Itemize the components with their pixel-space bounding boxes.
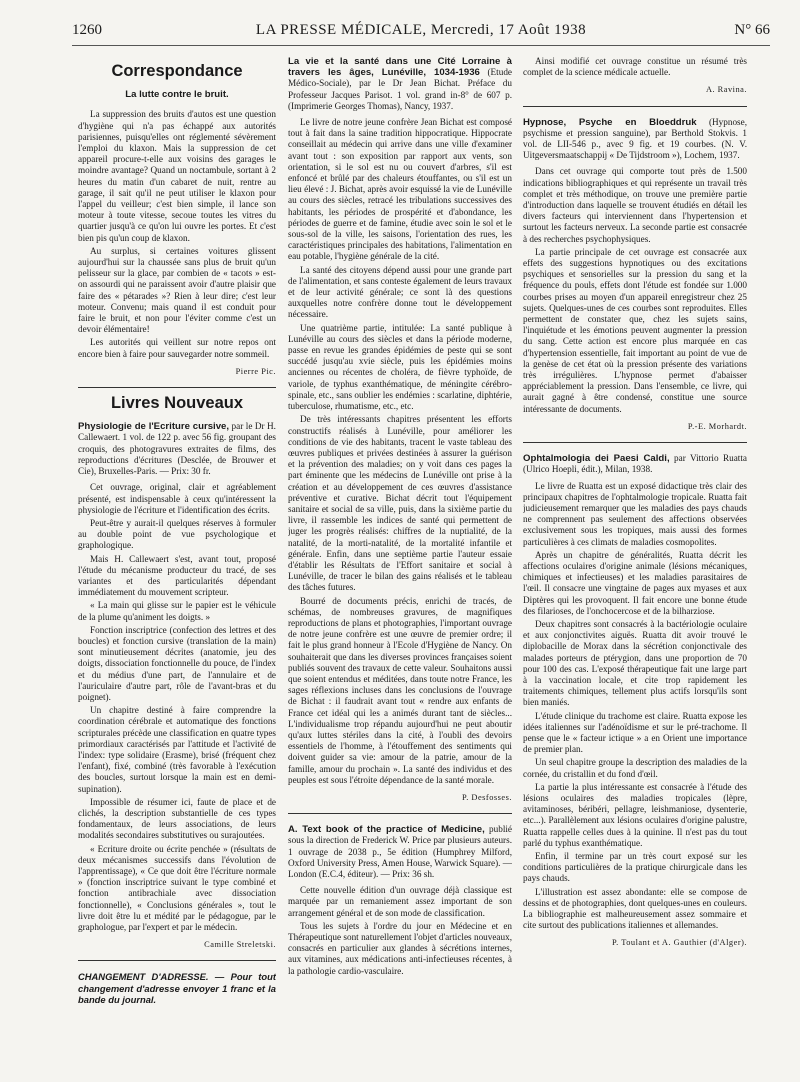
review-signature: Camille Streletski. [204, 940, 276, 950]
review-paragraph: La partie la plus intéressante est consacrée à l'étude des lésions oculaires des maladies tropicales (lèpre, avitaminoses, béribéri, pellagre, leishmaniose, dysenterie, etc...). Parallèlement aux lésions oculaires d'origine palustre, Ruatta rappelle celles dues à la quinine. Il n'est pas du tout parlé du typhus exanthématique. [523, 781, 747, 848]
column-right [523, 56, 747, 1066]
book-citation: publié sous la direction de Frederick W. Price par plusieurs auteurs. 1 ouvrage de 2038 p., 5e édition (Humphrey Milford, Oxford University Press, Amen House, Warwick Square). — London (E.C.4, éditeur). — Prix: 36 sh. [288, 824, 512, 880]
book-entry-textbook [288, 824, 512, 880]
column-middle [288, 56, 512, 1066]
book-entry-luneville [288, 56, 512, 112]
correspondance-subtitle: La lutte contre le bruit. [125, 89, 229, 101]
review-paragraph: Fonction inscriptrice (confection des lettres et des boucles) et fonction cursive (translation de la main) sont minutieusement décrites (anatomie, jeu des doigts, dissociation fonctionnelle du pouce, de l'index et du médius d'une part, de l'annulaire et de l'auriculaire d'autre part, rôle de l'avant-bras et du poignet). [78, 624, 276, 702]
review-signature: P.-E. Morhardt. [687, 421, 747, 431]
review-paragraph: Après un chapitre de généralités, Ruatta décrit les affections oculaires d'origine animale (lésions mécaniques, chimiques et infectieuses) et les maladies parasitaires de l'œil. Il consacre une vingtaine de pages aux myases et aux Diptères qui les provoquent. Il fait encore une bonne étude des filarioses, de l'onchocercose et de la bilharziose. [523, 549, 747, 616]
review-paragraph: « Ecriture droite ou écrite penchée » (résultats de deux mécanismes successifs dans l'évolution de l'apprentissage), « Ce que doit être l'écriture normale » (fonction inscriptrice suivant le type combiné et fonction antibrachiale avec dissociation fonctionnelle), « Conclusions générales », tout le livre doit être lu et médité par le pédagogue, par le graphologue, par l'expert et par le médecin. [78, 843, 276, 933]
page-number: 1260 [72, 22, 102, 38]
book-citation: par le Dr H. Callewaert. 1 vol. de 122 p. avec 56 fig. groupant des croquis, des photogravures extraites de films, des reproductions d'écritures (Desclée, de Brouwer et Cie), Bruxelles-Paris. — Prix: 30 fr. [78, 421, 276, 477]
book-title: A. Text book of the practice of Medicine, [288, 824, 485, 836]
correspondance-signature: Pierre Pic. [235, 366, 276, 376]
column-left [78, 56, 276, 1066]
issue-number: N° 66 [734, 22, 770, 38]
review-paragraph: L'illustration est assez abondante: elle se compose de dessins et de photographies, dont quelques-unes en couleurs. La bibliographie est malheureusement assez sommaire et cite surtout des publications italiennes et allemandes. [523, 886, 747, 931]
correspondance-paragraph: Les autorités qui veillent sur notre repos ont encore bien à faire pour sauvegarder notre sommeil. [78, 337, 276, 359]
header-rule [72, 45, 770, 46]
review-paragraph: Un chapitre destiné à faire comprendre la coordination cérébrale et automatique des fonctions scripturales précède une classification en quatre types primordiaux caractérisés par l'attitude et l'activité de l'index: type solidaire (Erasme), brisé (fréquent chez l'enfant), fixé, combiné (très favorable à l'exécution des boucles, surtout lorsque la main est en demi-supination). [78, 705, 276, 794]
review-paragraph: Le livre de notre jeune confrère Jean Bichat est composé tout à fait dans la saine tradition hippocratique. Hippocrate conseillait au médecin qui arrive dans une ville d'examiner avant tout : son exposition par rapport aux vents, son orientation, si le sol est nu ou couvert d'arbres, s'il est enfoncé et brûlé par des chaleurs étouffantes, ou s'il est un lieu élevé : J. Bichat, après avoir esquissé la vie de Lunéville au cours des siècles, retracé les tribulations successives des habitants, les périodes de prospérité et d'abondance, les périodes de guerre et de famine, étudie avec soin le sol et le sous-sol de la ville, les saisons, l'orientation des rues, les caractéristiques principales des habitations, l'alimentation en eau potable, l'hygiène générale de la cité. [288, 117, 512, 262]
page-header [72, 22, 770, 42]
review-paragraph: La partie principale de cet ouvrage est consacrée aux effets des suggestions hypnotiques ou des excitations psychiques et sensorielles sur la pression du sang et la fréquence du pouls, effets dont l'étude est fondée sur 1.000 courbes prises au moyen d'un appareil enregistreur chez 25 sujets. Quelques-unes de ces courbes sont reproduites. Elles permettent de constater que, chez les sujets sains, l'inquiétude et les émotions peuvent augmenter la pression du sang. Cette action est encore plus marquée en cas d'hypertension essentielle, fait important au point de vue de la genèse de cet état où la pression présente des variations très irrégulières. L'hypnose permet d'abaisser appréciablement la pression. Dans l'ensemble, ce livre, qui aurait gagné à être condensé, constitue une source intéressante de documents. [523, 246, 747, 414]
review-paragraph: La santé des citoyens dépend aussi pour une grande part de l'alimentation, et sans conteste également de leurs travaux et de leur activité générale; ce sont là des questions auxquelles notre confrère donne tout le développement nécessaire. [288, 264, 512, 320]
review-signature: P. Toulant et A. Gauthier (d'Alger). [611, 938, 747, 948]
review-paragraph: Ainsi modifié cet ouvrage constitue un résumé très complet de la science médicale actuelle. [523, 56, 747, 78]
review-paragraph: L'étude clinique du trachome est claire. Ruatta expose les idées italiennes sur l'adénoïdisme et sur le pré-trachome. Il pense que le « facteur ictique » a en Orient une importance de premier plan. [523, 710, 747, 755]
review-paragraph: Dans cet ouvrage qui comporte tout près de 1.500 indications bibliographiques et qui représente un travail très complet et très méthodique, on trouve une première partie d'introduction dans laquelle se trouvent étudiés en détail les divers facteurs qui interviennent dans l'hypertension et surtout les facteurs nerveux. La seconde partie est consacrée à des recherches psychophysiques. [523, 166, 747, 244]
book-title: La vie et la santé dans une Cité Lorraine à travers les âges, Lunéville, 1034-1936 [288, 56, 512, 79]
review-paragraph: Peut-être y aurait-il quelques réserves à formuler au double point de vue psychologique et graphologique. [78, 517, 276, 551]
book-citation: par Vittorio Ruatta (Ulrico Hoepli, édit.), Milan, 1938. [523, 453, 747, 475]
journal-title: LA PRESSE MÉDICALE, Mercredi, 17 Août 1938 [255, 22, 587, 38]
section-divider [78, 387, 276, 388]
review-paragraph: Enfin, il termine par un très court exposé sur les conditions particulières de la pratique chirurgicale dans les pays chauds. [523, 851, 747, 884]
review-paragraph: Une quatrième partie, intitulée: La santé publique à Lunéville au cours des siècles et dans la période moderne, passe en revue les grandes épidémies de peste qui se sont succédé jusqu'au xvie siècle, puis les épidémies moins anciennes ou récentes de choléra, de fièvre typhoïde, de variole, de typhus exanthématique, de méningite cérébro-spinale, etc., sans oublier les endémies : scarlatine, diphtérie, tuberculose, rhumatisme, etc., etc. [288, 322, 512, 412]
book-entry-hypnose [523, 117, 747, 162]
book-title: Hypnose, Psyche en Bloeddruk [523, 116, 697, 128]
review-paragraph: Impossible de résumer ici, faute de place et de clichés, la description substantielle de ces types fondamentaux, de leurs associations, de leurs modalités secondaires substitutives ou surajoutées. [78, 796, 276, 841]
book-title: Physiologie de l'Ecriture cursive, [78, 421, 230, 433]
review-paragraph: Bourré de documents précis, enrichi de tracés, de schémas, de nombreuses gravures, de magnifiques reproductions de plans et photographies, l'important ouvrage de notre jeune confrère est une œuvre de premier ordre; il fait le plus grand honneur à l'Ecole d'Hygiène de Nancy. On souhaiterait que dans les diverses provinces françaises soient publiés souvent des travaux de cette valeur. Souhaitons aussi que soient entendus et méditées, dans toute notre France, les sages réflexions incluses dans les conclusions de l'ouvrage de Bichat : il faudrait avant tout « rendre aux enfants de France cet idéal qui les a animés durant tant de siècles... L'individualisme trop répandu aujourd'hui ne peut aboutir qu'aux luttes stériles dans la cité, à l'oubli des devoirs essentiels de l'homme, à l'étouffement des sentiments qui doivent guider sa vie: amour de la patrie, amour de la famille, amour du prochain ». La santé des individus et des peuples est sous l'étroite dépendance de la santé morale. [288, 595, 512, 785]
review-paragraph: Deux chapitres sont consacrés à la bactériologie oculaire et aux conjonctivites aiguës. Ruatta dit avoir trouvé le diplobacille de Morax dans la sécrétion conjonctivale des malades porteurs de ptérygion, dans une proportion de 70 pour 100 des cas. L'exposé thérapeutique fait une large part à la vaccination locale, et cite trop rapidement les traitements chimiques, tellement plus actifs lorsqu'ils sont bien maniés. [523, 618, 747, 708]
review-paragraph: Cette nouvelle édition d'un ouvrage déjà classique est marquée par un remaniement assez important de son arrangement général et de son mode de classification. [288, 885, 512, 918]
review-signature: A. Ravina. [705, 85, 747, 95]
book-title: Ophtalmologia dei Paesi Caldi, [523, 453, 670, 465]
review-paragraph: « La main qui glisse sur le papier est le véhicule de la plume qu'animent les doigts. » [78, 600, 276, 622]
review-paragraph: Un seul chapitre groupe la description des maladies de la cornée, du cristallin et du fond d'œil. [523, 757, 747, 779]
review-paragraph: Le livre de Ruatta est un exposé didactique très clair des principaux chapitres de l'ophtalmologie tropicale. Ruatta fait judicieusement remarquer que les maladies des pays chauds ne comprennent pas seulement des affections observées exclusivement sous les tropiques, mais aussi des formes particulières à ces climats de maladies cosmopolites. [523, 480, 747, 547]
review-signature: P. Desfosses. [461, 793, 512, 802]
correspondance-paragraph: Au surplus, si certaines voitures glissent aujourd'hui sur la chaussée sans plus de bruit qu'un pelisseur sur la glace, par combien de « tacots » est-on assourdi qui ne paraissent avoir d'autre plaisir que faire des « pétarades »? Rien à leur dire; c'est leur moteur. Convenu; mais quand il est conduit pour faire le bruit, et non pour l'éviter comme c'est un devoir élémentaire! [78, 245, 276, 335]
book-entry-physiologie [78, 421, 276, 477]
section-divider [523, 442, 747, 443]
book-citation: (Hypnose, psychisme et pression sanguine), par Berthold Stokvis. 1 vol. de LII-546 p., avec 9 fig. et 19 courbes. (N. V. Uitgeversmaatschappij « De Tijdstroom »), Lochem, 1937. [523, 116, 747, 161]
review-paragraph: Mais H. Callewaert s'est, avant tout, proposé l'étude du mécanisme producteur du tracé, de ses variantes et des particularités dépendant immédiatement du mouvement scripteur. [78, 553, 276, 598]
review-paragraph: Cet ouvrage, original, clair et agréablement présenté, est indispensable à ceux qu'intéressent la physiologie de l'écriture et l'identification des écrits. [78, 482, 276, 515]
section-divider [78, 960, 276, 961]
section-divider [288, 813, 512, 814]
correspondance-title: Correspondance [111, 62, 243, 80]
section-divider [523, 106, 747, 107]
review-paragraph: Tous les sujets à l'ordre du jour en Médecine et en Thérapeutique sont naturellement l'objet d'articles nouveaux, consacrés en particulier aux glandes à sécrétions internes, aux vitamines, aux médications anti-infectieuses récentes, à la pathologie cardio-vasculaire. [288, 920, 512, 976]
book-entry-ophtalmologia [523, 453, 747, 475]
address-change-notice: CHANGEMENT D'ADRESSE. — Pour tout changement d'adresse envoyer 1 franc et la bande du journal. [78, 971, 276, 1006]
livres-title: Livres Nouveaux [110, 394, 244, 413]
correspondance-paragraph: La suppression des bruits d'autos est une question d'hygiène qui n'a pas échappé aux autorités parisiennes, puisqu'elles ont réglementé sévèrement l'emploi du klaxon. Mais la suppression de cet appareil procure-t-elle aux voisins des garages le moindre avantage? Quand un noctambule, sortant à 2 heures du matin d'un cabaret de nuit, rentre au garage, il sait qu'il ne peut utiliser le klaxon pour l'appel du veilleur; c'est bien simple, il lance son moteur à toute vitesse, secoue toutes les vitres du quartier jusqu'à ce qu'on lui ouvre les portes. Et c'est bien pis qu'un coup de klaxon. [78, 109, 276, 243]
review-paragraph: De très intéressants chapitres présentent les efforts constructifs réalisés à Lunéville, pour améliorer les conditions de vie des habitants, tracent le vaste tableau des œuvres publiques et privées destinées à assurer la guérison et la prévention des maladies; on y voit dans ces pages la part éminente que les médecins de Lunéville ont prise à la création et au développement de ces œuvres d'assistance préventive et curative. Bichat décrit tout l'équipement sanitaire et social de sa ville, puis, dans la sixième partie du livre, il rassemble les indices de santé qui permettent de juger les progrès réalisés: chiffres de la nuptialité, de la natalité, de la morti-natalité, de la mortalité infantile et générale. Enfin, dans une septième partie l'auteur essaie d'établir les Résultats de l'Effort sanitaire et social à Lunéville, de tracer le bilan des gains réalisés et le tableau des tâches futures. [288, 414, 512, 593]
book-citation: (Etude Médico-Sociale), par le Dr Jean Bichat. Préface du Professeur Jacques Parisot. 1 vol. grand in-8° de 607 p. (Imprimerie Georges Thomas), Nancy, 1937. [288, 67, 512, 111]
